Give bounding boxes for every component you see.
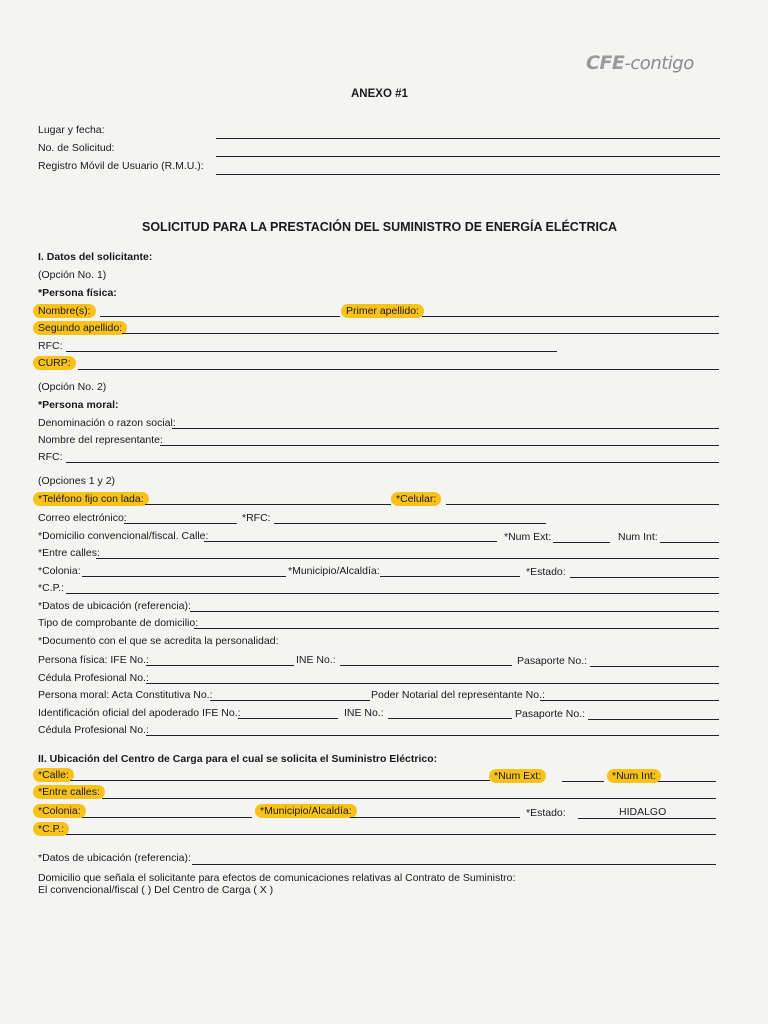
section1-heading: I. Datos del solicitante:	[38, 251, 153, 263]
pm-acta-label: Persona moral: Acta Constitutiva No.:	[38, 689, 213, 701]
correo-field[interactable]	[124, 523, 237, 524]
cedula2-label: Cédula Profesional No.:	[38, 724, 149, 736]
domicilio-note: Domicilio que señala el solicitante para efectos de comunicaciones relativas al Contrato de Suministro:	[38, 872, 516, 884]
pf-ife-field[interactable]	[146, 665, 294, 666]
telefono-label: *Teléfono fijo con lada:	[33, 492, 149, 506]
ine2-label: INE No.:	[344, 707, 384, 719]
s2-municipio-field[interactable]	[350, 817, 520, 818]
s2-colonia-field[interactable]	[82, 817, 252, 818]
denominacion-field[interactable]	[172, 428, 719, 429]
celular-field[interactable]	[446, 504, 719, 505]
cfe-logo: CFE-contigo	[586, 52, 694, 74]
rfc3-field[interactable]	[274, 523, 546, 524]
s2-cp-label: *C.P.:	[33, 822, 69, 836]
logo-sub: contigo	[630, 53, 694, 74]
s2-estado-label: *Estado:	[526, 807, 566, 819]
curp-field[interactable]	[78, 369, 719, 370]
telefono-field[interactable]	[145, 504, 391, 505]
form-title: SOLICITUD PARA LA PRESTACIÓN DEL SUMINISTRO DE ENERGÍA ELÉCTRICA	[142, 220, 618, 234]
s2-entre-calles-label: *Entre calles:	[33, 785, 105, 799]
nombres-label: Nombre(s):	[33, 304, 96, 318]
s2-datos-ubicacion-field[interactable]	[192, 864, 716, 865]
num-ext-field[interactable]	[553, 542, 610, 543]
domicilio-field[interactable]	[204, 541, 497, 542]
request-no-field[interactable]	[216, 156, 720, 157]
estado-label: *Estado:	[526, 566, 566, 578]
persona-fisica-label: *Persona física:	[38, 287, 117, 299]
annex-title: ANEXO #1	[351, 88, 408, 100]
pasaporte2-label: Pasaporte No.:	[515, 708, 586, 720]
num-int-field[interactable]	[660, 542, 719, 543]
rfc3-label: *RFC:	[242, 512, 271, 524]
rmu-field[interactable]	[216, 174, 720, 175]
s2-datos-ubicacion-label: *Datos de ubicación (referencia):	[38, 852, 191, 864]
estado-field[interactable]	[570, 577, 719, 578]
poder-label: Poder Notarial del representante No.:	[371, 689, 545, 701]
s2-estado-field[interactable]	[578, 818, 716, 819]
request-no-label: No. de Solicitud:	[38, 142, 115, 154]
entre-calles-field[interactable]	[96, 558, 719, 559]
num-ext-label: *Num Ext:	[504, 531, 552, 543]
ine2-field[interactable]	[388, 718, 512, 719]
s2-num-ext-label: *Num Ext:	[489, 769, 546, 783]
primer-apellido-label: Primer apellido:	[341, 304, 424, 318]
municipio-label: *Municipio/Alcaldía:	[288, 565, 380, 577]
denominacion-label: Denominación o razon social:	[38, 417, 176, 429]
datos-ubicacion-label: *Datos de ubicación (referencia):	[38, 600, 191, 612]
ine-field[interactable]	[340, 665, 512, 666]
cp-field[interactable]	[66, 593, 719, 594]
pasaporte-field[interactable]	[590, 666, 719, 667]
s2-num-int-label: *Num Int:	[607, 769, 661, 783]
correo-label: Correo electrónico:	[38, 512, 127, 524]
entre-calles-label: *Entre calles:	[38, 547, 100, 559]
domicilio-choice[interactable]: El convencional/fiscal ( ) Del Centro de Carga ( X )	[38, 884, 274, 896]
datos-ubicacion-field[interactable]	[190, 611, 719, 612]
persona-moral-label: *Persona moral:	[38, 399, 119, 411]
rfc2-field[interactable]	[66, 462, 719, 463]
segundo-apellido-field[interactable]	[122, 333, 719, 334]
domicilio-label: *Domicilio convencional/fiscal. Calle:	[38, 530, 209, 542]
municipio-field[interactable]	[380, 576, 520, 577]
comprobante-label: Tipo de comprobante de domicilio:	[38, 617, 199, 629]
calle-field[interactable]	[70, 780, 490, 781]
place-date-field[interactable]	[216, 138, 720, 139]
option1-label: (Opción No. 1)	[38, 269, 107, 281]
calle-label: *Calle:	[33, 768, 74, 782]
nombres-field[interactable]	[100, 316, 340, 317]
representante-label: Nombre del representante:	[38, 434, 163, 446]
pasaporte2-field[interactable]	[588, 719, 719, 720]
rfc-label: RFC:	[38, 340, 63, 352]
rfc2-label: RFC:	[38, 451, 63, 463]
rmu-label: Registro Móvil de Usuario (R.M.U.):	[38, 160, 204, 172]
apoderado-field[interactable]	[238, 718, 338, 719]
cp-label: *C.P.:	[38, 582, 65, 594]
pasaporte-label: Pasaporte No.:	[517, 655, 588, 667]
poder-field[interactable]	[540, 700, 719, 701]
options12-label: (Opciones 1 y 2)	[38, 475, 116, 487]
comprobante-field[interactable]	[194, 628, 719, 629]
s2-municipio-label: *Municipio/Alcaldía:	[255, 804, 357, 818]
s2-num-int-field[interactable]	[658, 781, 716, 782]
pm-acta-field[interactable]	[210, 700, 370, 701]
ine-label: INE No.:	[296, 654, 336, 666]
rfc-field[interactable]	[66, 351, 557, 352]
s2-entre-calles-field[interactable]	[102, 798, 716, 799]
place-date-label: Lugar y fecha:	[38, 124, 105, 136]
colonia-label: *Colonia:	[38, 565, 81, 577]
colonia-field[interactable]	[82, 576, 286, 577]
celular-label: *Celular:	[391, 492, 441, 506]
cedula-label: Cédula Profesional No.:	[38, 672, 149, 684]
s2-colonia-label: *Colonia:	[33, 804, 86, 818]
representante-field[interactable]	[160, 445, 719, 446]
logo-brand: CFE	[586, 52, 625, 74]
apoderado-label: Identificación oficial del apoderado IFE No.:	[38, 707, 241, 719]
curp-label: CURP:	[33, 356, 76, 370]
cedula2-field[interactable]	[146, 735, 719, 736]
num-int-label: Num Int:	[618, 531, 658, 543]
s2-estado-value: HIDALGO	[619, 806, 667, 818]
section2-heading: II. Ubicación del Centro de Carga para el cual se solicita el Suministro Eléctrico:	[38, 753, 438, 765]
segundo-apellido-label: Segundo apellido:	[33, 321, 127, 335]
s2-cp-field[interactable]	[66, 834, 716, 835]
primer-apellido-field[interactable]	[422, 316, 719, 317]
cedula-field[interactable]	[146, 683, 719, 684]
documento-label: *Documento con el que se acredita la personalidad:	[38, 635, 279, 647]
option2-label: (Opción No. 2)	[38, 381, 107, 393]
s2-num-ext-field[interactable]	[562, 781, 604, 782]
pf-ife-label: Persona física: IFE No.:	[38, 654, 149, 666]
